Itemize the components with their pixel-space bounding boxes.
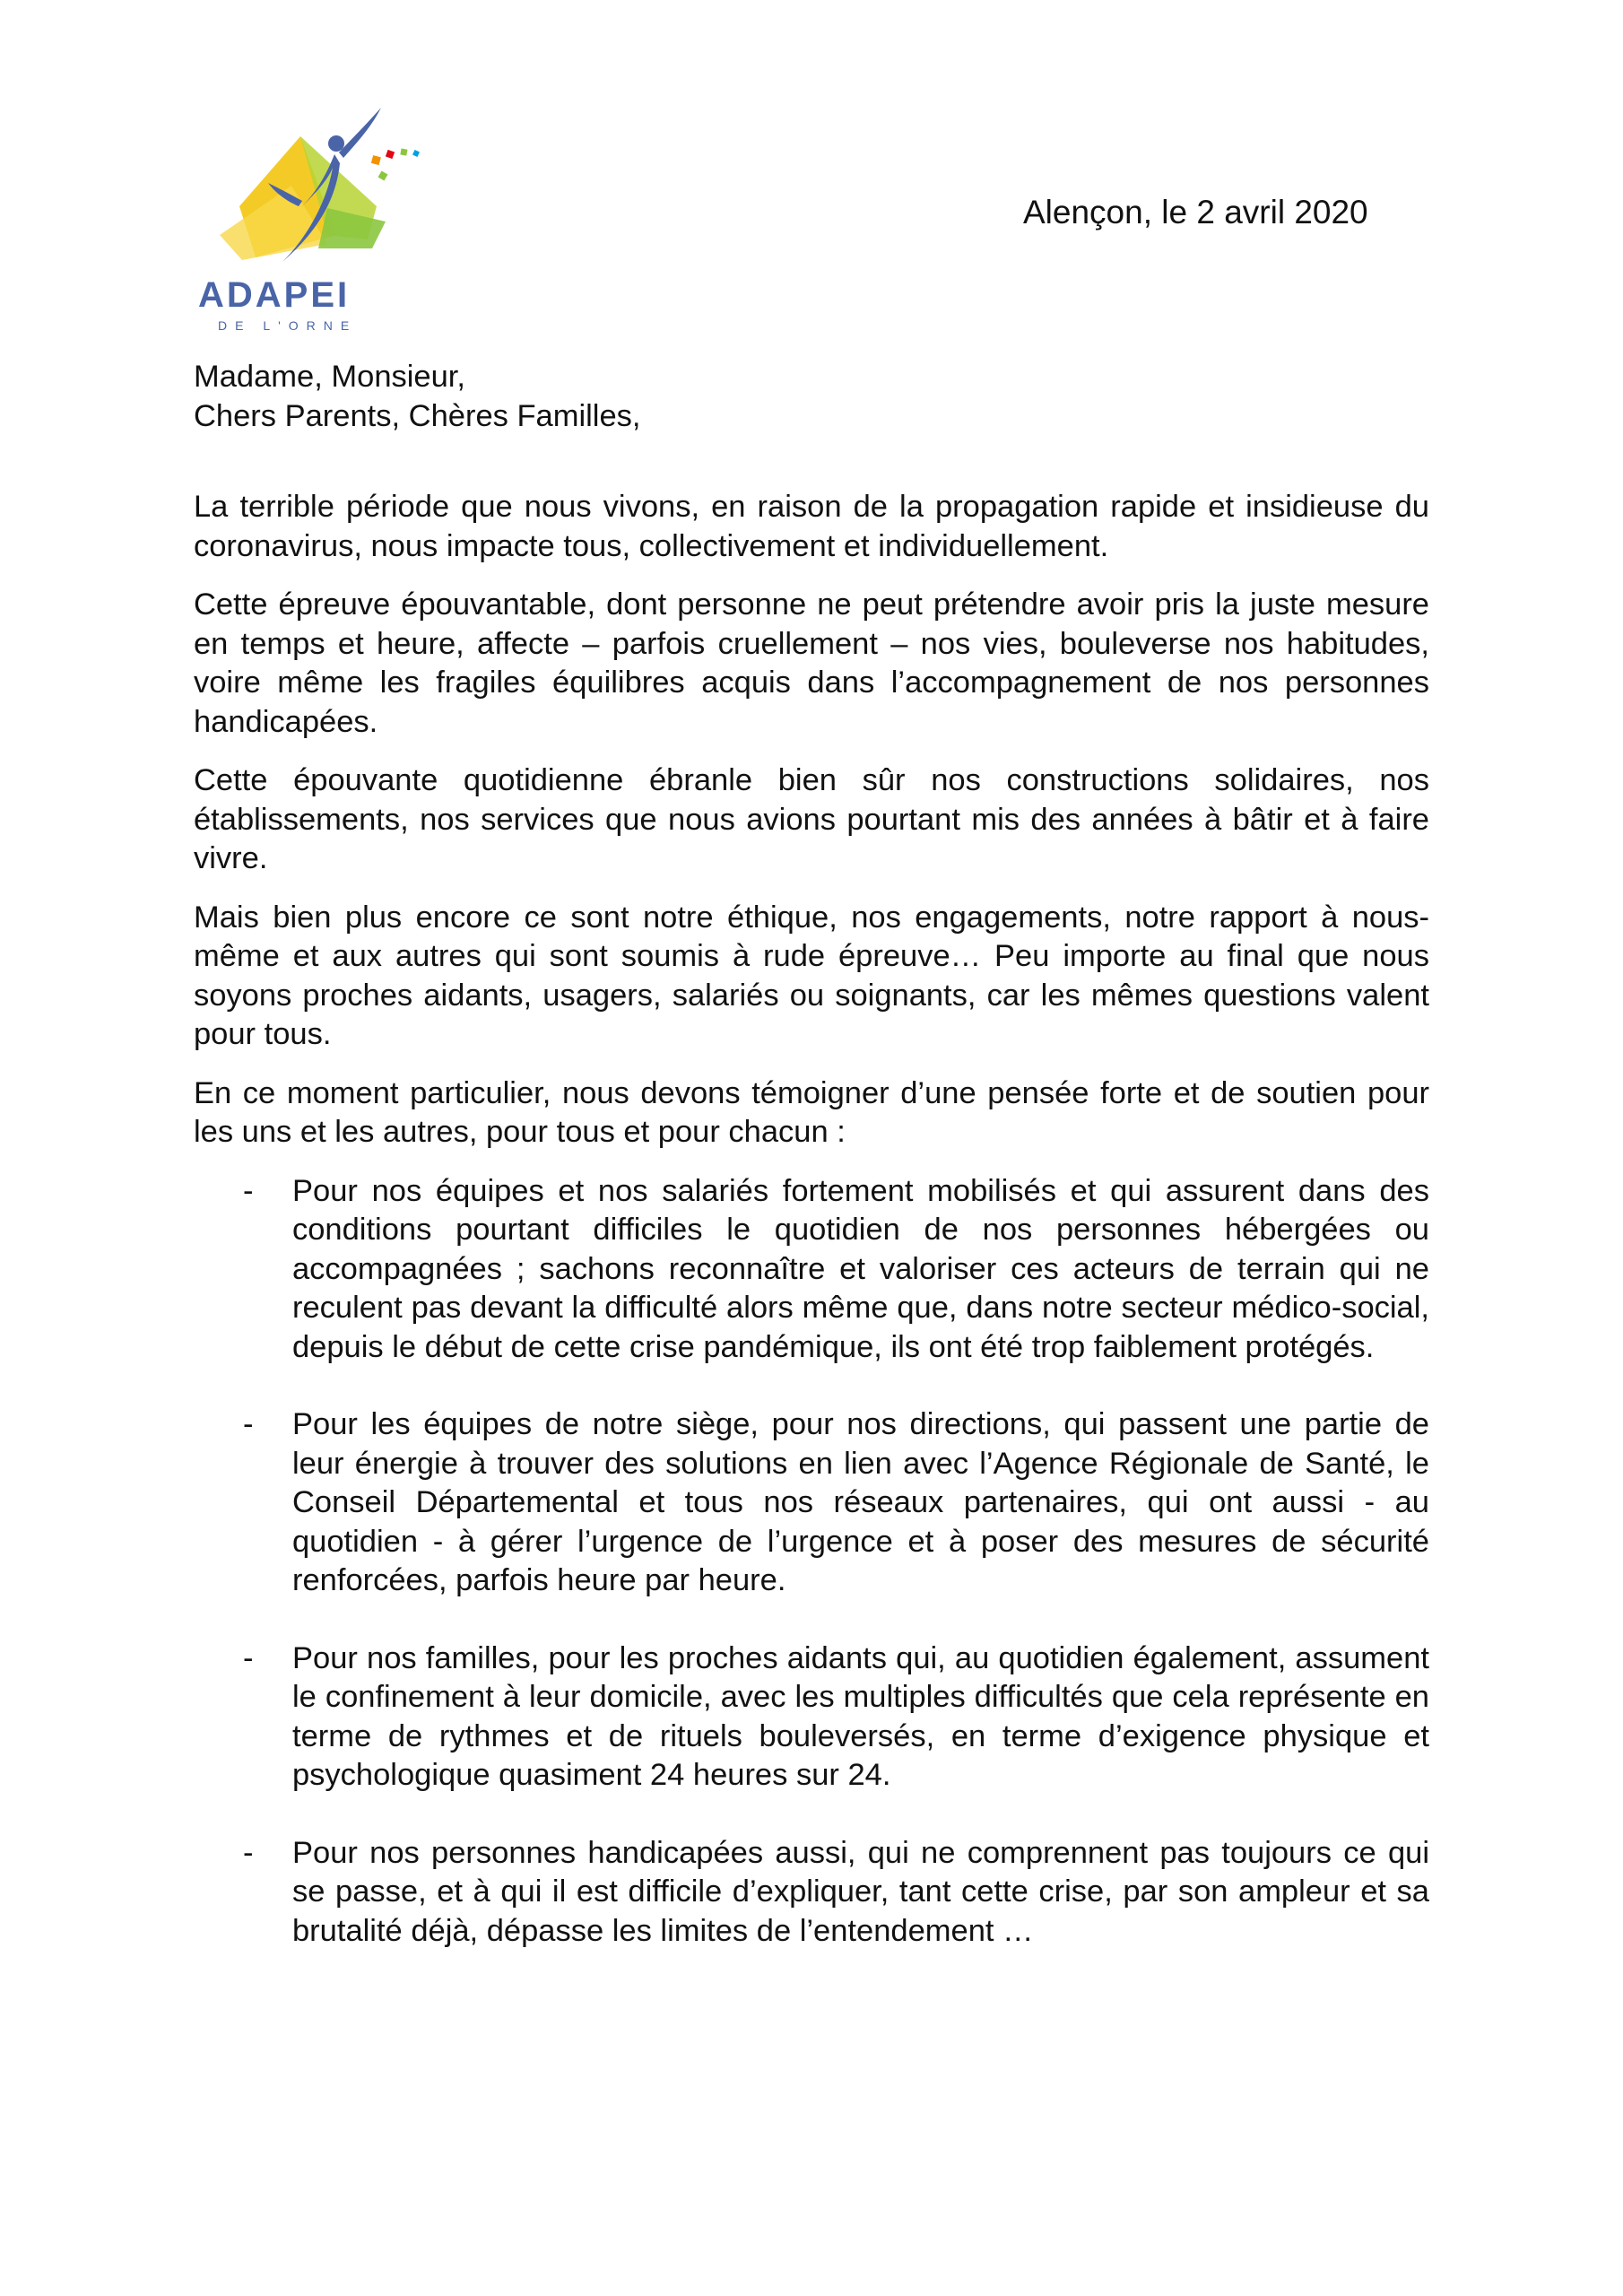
letter-body	[194, 488, 1429, 1989]
logo-confetti-red	[386, 150, 395, 159]
bullet-marker: -	[243, 1407, 254, 1441]
logo-confetti-cyan	[412, 150, 420, 157]
bullet-text: Pour nos équipes et nos salariés fortement mobilisés et qui assurent dans des conditions pourtant difficiles le quotidien de nos personnes hébergées ou accompagnées ; sachons reconnaître et valoriser ces acteurs de terrain qui ne reculent pas devant la difficulté alors même que, dans notre secteur médico-social, depuis le début de cette crise pandémique, ils ont été trop faiblement protégés.	[292, 1173, 1429, 1364]
paragraph: Cette épreuve épouvantable, dont personne ne peut prétendre avoir pris la juste mesure en temps et heure, affecte – parfois cruellement – nos vies, bouleverse nos habitudes, voire même les fragiles équilibres acquis dans l’accompagnement de nos personnes handicapées.	[194, 587, 1429, 739]
logo-figure-head	[328, 135, 344, 152]
logo-subtitle: DE L'ORNE	[218, 318, 358, 333]
bullet-marker: -	[243, 1640, 254, 1675]
bullet-item	[194, 1639, 1429, 1796]
bullet-text: Pour les équipes de notre siège, pour nos directions, qui passent une partie de leur énergie à trouver des solutions en lien avec l’Agence Régionale de Santé, le Conseil Départemental et tous nos réseaux partenaires, qui ont aussi - au quotidien - à gérer l’urgence de l’urgence et à poser des mesures de sécurité renforcées, parfois heure par heure.	[292, 1407, 1429, 1597]
logo-wordmark: ADAPEI	[198, 275, 351, 315]
bullet-item	[194, 1834, 1429, 1952]
letter-date: Alençon, le 2 avril 2020	[1023, 194, 1368, 230]
bullet-marker: -	[243, 1835, 254, 1870]
adapei-logo-graphic	[193, 100, 426, 335]
logo-figure-arm	[339, 108, 381, 158]
logo-confetti-orange	[371, 155, 381, 165]
bullet-list	[194, 1172, 1429, 1952]
logo-confetti-green	[400, 149, 407, 156]
bullet-item	[194, 1172, 1429, 1368]
salutation	[194, 358, 641, 436]
bullet-item	[194, 1405, 1429, 1601]
bullet-marker: -	[243, 1173, 254, 1208]
bullet-text: Pour nos personnes handicapées aussi, qui ne comprennent pas toujours ce qui se passe, et à qui il est difficile d’expliquer, tant cette crise, par son ampleur et sa brutalité déjà, dépasse les limites de l’entendement …	[292, 1835, 1429, 1948]
paragraph: La terrible période que nous vivons, en raison de la propagation rapide et insidieuse du coronavirus, nous impacte tous, collectivement et individuellement.	[194, 490, 1429, 563]
logo-confetti-green-2	[378, 171, 388, 181]
bullet-text: Pour nos familles, pour les proches aidants qui, au quotidien également, assument le confinement à leur domicile, avec les multiples difficultés que cela représente en terme de rythmes et de rituels bouleversés, en terme d’exigence physique et psychologique quasiment 24 heures sur 24.	[292, 1640, 1429, 1792]
adapei-logo	[193, 100, 426, 335]
salutation-line: Chers Parents, Chères Familles,	[194, 398, 641, 433]
paragraph: Mais bien plus encore ce sont notre éthique, nos engagements, notre rapport à nous-même et aux autres qui sont soumis à rude épreuve… Peu importe au final que nous soyons proches aidants, usagers, salariés ou soignants, car les mêmes questions valent pour tous.	[194, 900, 1429, 1051]
paragraph: Cette épouvante quotidienne ébranle bien sûr nos constructions solidaires, nos établissements, nos services que nous avions pourtant mis des années à bâtir et à faire vivre.	[194, 763, 1429, 875]
paragraph: En ce moment particulier, nous devons témoigner d’une pensée forte et de soutien pour les uns et les autres, pour tous et pour chacun :	[194, 1075, 1429, 1149]
salutation-line: Madame, Monsieur,	[194, 360, 465, 394]
logo-green-ray-dark	[318, 208, 386, 248]
